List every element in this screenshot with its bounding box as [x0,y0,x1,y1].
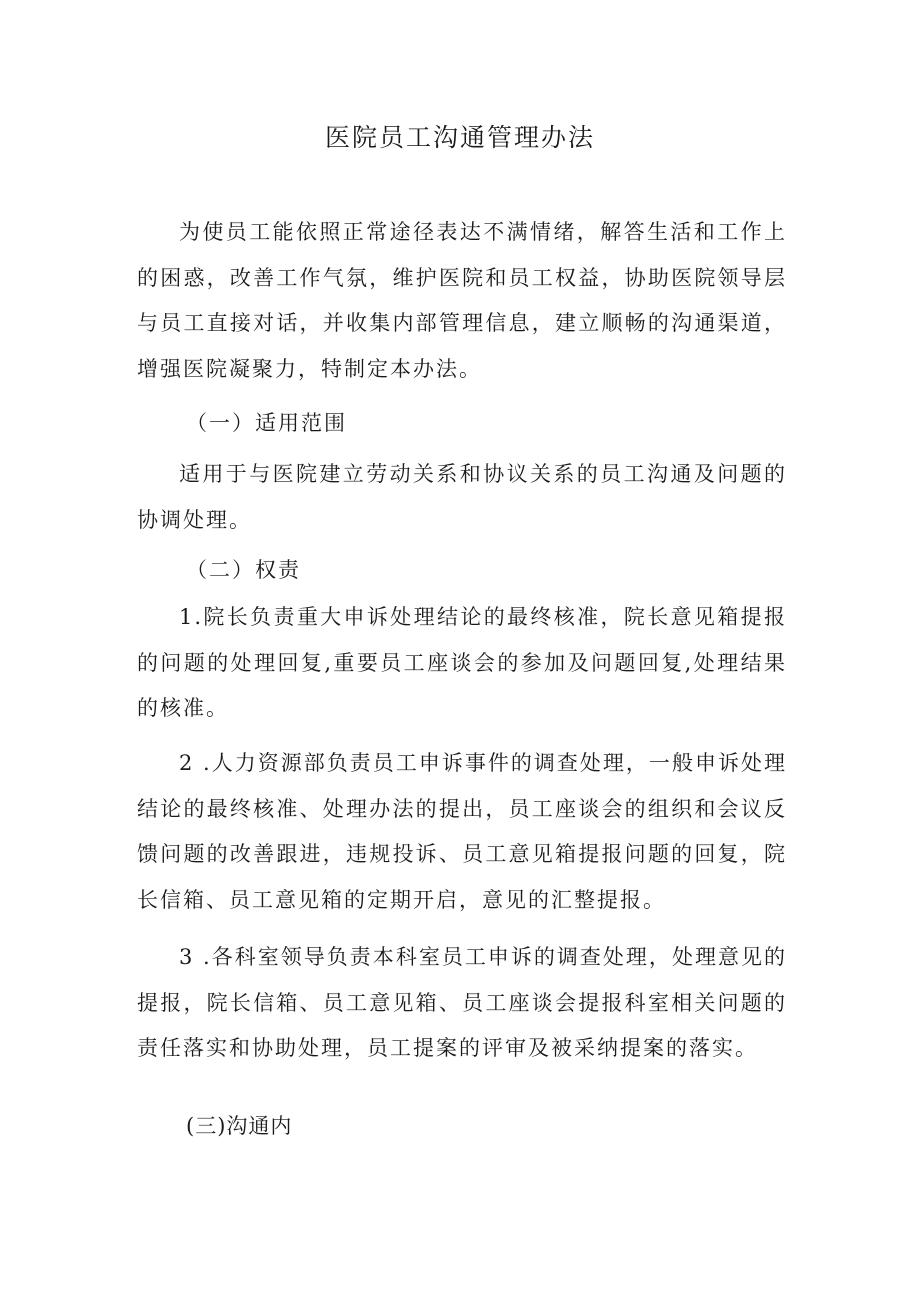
responsibility-item-1: 1.院长负责重大申诉处理结论的最终核准，院长意见箱提报的问题的处理回复,重要员工座谈会的参加及问题回复,处理结果的核准。 [137,605,787,720]
section-heading-scope: （一）适用范围 [186,411,347,435]
responsibility-item-2: 2 .人力资源部负责员工申诉事件的调查处理，一般申诉处理结论的最终核准、处理办法的提出，员工座谈会的组织和会议反馈问题的改善跟进，违规投诉、员工意见箱提报问题的回复，院长信箱、员工意见箱的定期开启，意见的汇整提报。 [137,751,787,912]
responsibility-item-3: 3 .各科室领导负责本科室员工申诉的调查处理，处理意见的提报，院长信箱、员工意见箱、员工座谈会提报科室相关问题的责任落实和协助处理，员工提案的评审及被采纳提案的落实。 [137,945,787,1060]
intro-paragraph: 为使员工能依照正常途径表达不满情绪，解答生活和工作上的困惑，改善工作气氛，维护医院和员工权益，协助医院领导层与员工直接对话，并收集内部管理信息，建立顺畅的沟通渠道，增强医院凝聚力，特制定本办法。 [137,220,787,381]
document-title: 医院员工沟通管理办法 [324,123,595,152]
section-heading-communication: (三)沟通内 [186,1114,293,1138]
scope-paragraph: 适用于与医院建立劳动关系和协议关系的员工沟通及问题的协调处理。 [137,462,787,532]
section-heading-responsibilities: （二）权责 [186,558,301,582]
